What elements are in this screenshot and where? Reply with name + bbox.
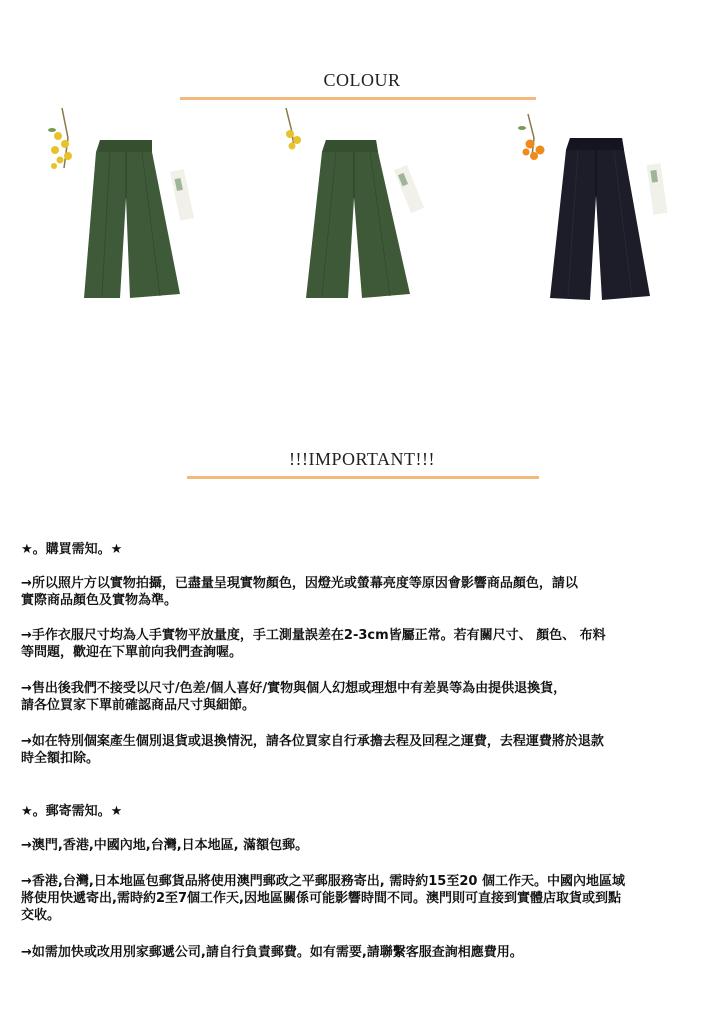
tag-card-icon	[647, 163, 668, 214]
important-divider	[187, 476, 539, 479]
flower-decoration-icon	[286, 108, 301, 150]
tag-card-icon	[394, 165, 424, 213]
product-gallery	[40, 108, 690, 338]
pants-icon	[510, 108, 690, 328]
purchase-note-1	[21, 575, 711, 609]
note-line: →售出後我們不接受以尺寸/色差/個人喜好/實物與個人幻想或理想中有差異等為由提供退換貨，	[21, 681, 567, 696]
note-line: →香港,台灣,日本地區包郵貨品將使用澳門郵政之平郵服務寄出, 需時約15至20 個工作天。中國內地區域	[21, 874, 625, 889]
purchase-note-3	[21, 680, 711, 714]
flower-decoration-icon	[48, 108, 72, 169]
note-line: 時全額扣除。	[21, 751, 100, 766]
note-line: 等問題，歡迎在下單前向我們查詢喔。	[21, 645, 243, 660]
shipping-notes	[21, 803, 711, 820]
note-line: →如需加快或改用別家郵遞公司,請自行負責郵費。如有需要,請聯繫客服查詢相應費用。	[21, 945, 523, 960]
pants-icon	[40, 108, 220, 328]
product-image-green[interactable]	[40, 108, 220, 328]
colour-divider	[180, 97, 536, 100]
product-image-olive[interactable]	[270, 108, 450, 328]
colour-heading: COLOUR	[323, 70, 401, 90]
note-line: 交收。	[21, 908, 61, 923]
shipping-note-2	[21, 873, 711, 924]
shipping-note-3	[21, 944, 711, 961]
tag-card-icon	[170, 169, 194, 221]
flower-decoration-icon	[518, 114, 545, 160]
note-line: →手作衣服尺寸均為人手實物平放量度，手工測量誤差在2-3cm皆屬正常。若有關尺寸、 顏色、 布料	[21, 628, 606, 643]
purchase-notes	[21, 541, 711, 558]
purchase-heading: ★。購買需知。★	[21, 542, 123, 557]
note-line: →澳門,香港,中國內地,台灣,日本地區, 滿額包郵。	[21, 838, 309, 853]
note-line: 將使用快遞寄出,需時約2至7個工作天,因地區關係可能影響時間不同。澳門則可直接到實體店取貨或到點	[21, 891, 621, 906]
shipping-heading: ★。郵寄需知。★	[21, 804, 123, 819]
shipping-note-1	[21, 837, 711, 854]
purchase-note-2	[21, 627, 711, 661]
pants-icon	[270, 108, 450, 328]
purchase-note-4	[21, 733, 711, 767]
note-line: →所以照片方以實物拍攝，已盡量呈現實物顏色，因燈光或螢幕亮度等原因會影響商品顏色，請以	[21, 576, 578, 591]
product-image-black[interactable]	[510, 108, 690, 328]
note-line: 請各位買家下單前確認商品尺寸與細節。	[21, 698, 256, 713]
important-heading: !!!IMPORTANT!!!	[289, 449, 435, 469]
note-line: →如在特別個案產生個別退貨或退換情況，請各位買家自行承擔去程及回程之運費，去程運費將於退款	[21, 734, 604, 749]
note-line: 實際商品顏色及實物為準。	[21, 593, 178, 608]
